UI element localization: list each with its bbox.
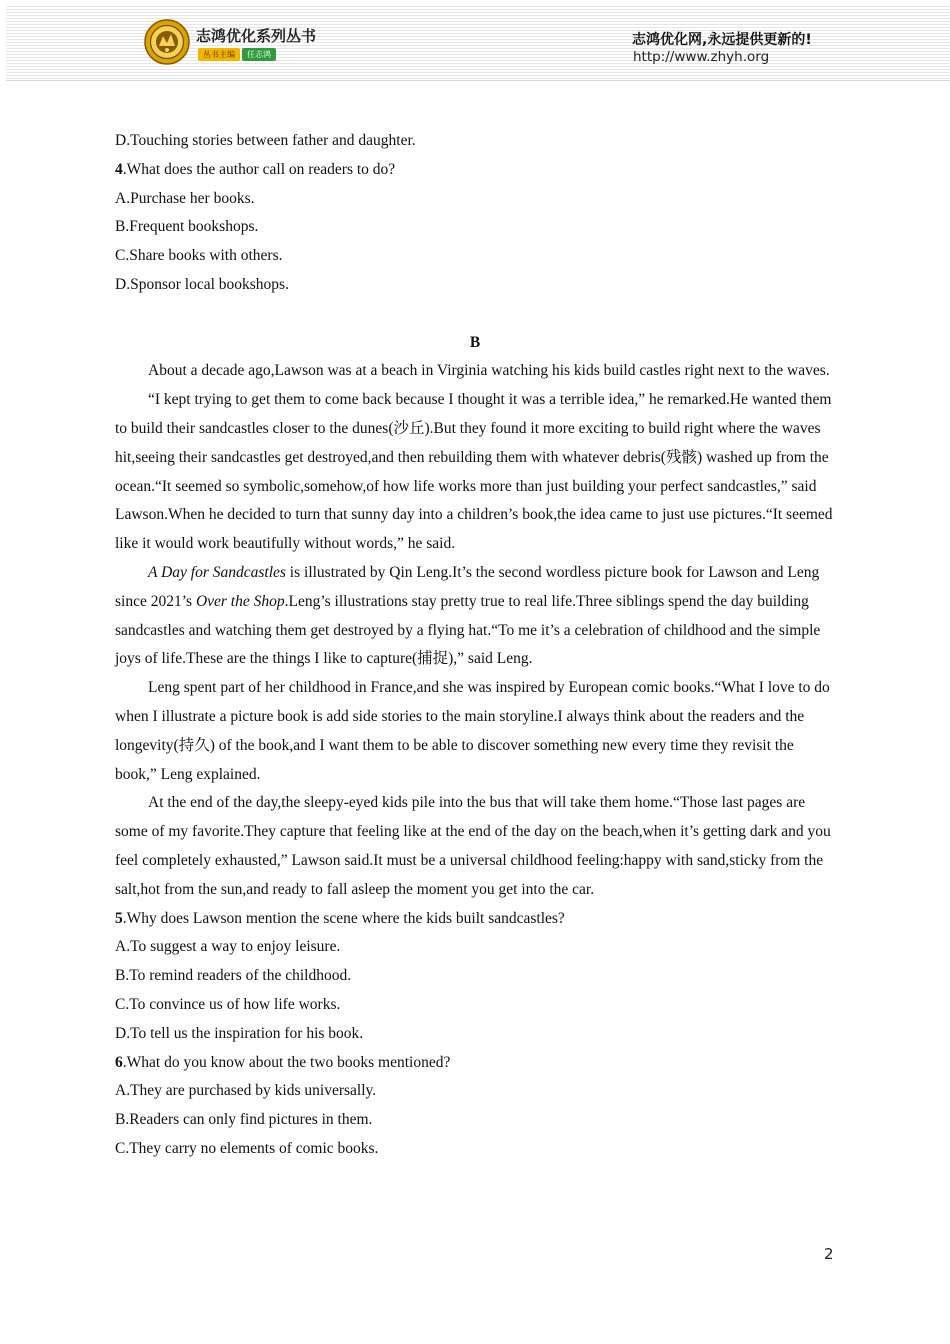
- page-number: 2: [824, 1245, 834, 1263]
- q4-number: 4: [115, 160, 123, 178]
- q4-option-c: C.Share books with others.: [115, 247, 283, 265]
- q5-option-a: A.To suggest a way to enjoy leisure.: [115, 938, 341, 956]
- header-divider: [6, 80, 950, 81]
- q4-option-d: D.Sponsor local bookshops.: [115, 275, 289, 293]
- q4-question-text: .What does the author call on readers to do?: [122, 160, 396, 178]
- section-b-heading: B: [469, 333, 481, 351]
- header-slogan: 志鸿优化网,永远提供更新的!: [632, 32, 812, 48]
- passage-paragraph-2: “I kept trying to get them to come back because I thought it was a terrible idea,” he remarked.He wanted them to build their sandcastles closer to the dunes(沙丘).But they found it more exciting to build right where the waves hit,seeing their sandcastles get destroyed,and then rebuilding them with whatever debris(残骸) washed up from the ocean.“It seemed so symbolic,somehow,of how life works more than just building your perfect sandcastles,” said Lawson.When he decided to turn that sunny day into a children’s book,the idea came to just use pictures.“It seemed like it would work beautifully without words,” he said.: [115, 391, 833, 553]
- passage-paragraph-1: About a decade ago,Lawson was at a beach in Virginia watching his kids build castles right next to the waves.: [148, 362, 830, 380]
- book-title-sandcastles: A Day for Sandcastles: [148, 563, 286, 581]
- spacer: [115, 300, 835, 329]
- q5-option-c: C.To convince us of how life works.: [115, 995, 341, 1013]
- q6-option-c: C.They carry no elements of comic books.: [115, 1139, 379, 1157]
- q5-question-text: .Why does Lawson mention the scene where the kids built sandcastles?: [122, 909, 565, 927]
- q6-option-a: A.They are purchased by kids universally.: [115, 1082, 377, 1100]
- brand-title: 志鸿优化系列丛书: [196, 27, 317, 45]
- brand-logo-icon: [144, 19, 190, 65]
- passage-paragraph-4: Leng spent part of her childhood in France,and she was inspired by European comic books.“What I love to do when I illustrate a picture book is add side stories to the main storyline.I always think about the readers and the longevity(持久) of the book,and I want them to be able to discover something new every time they revisit the book,” Leng explained.: [115, 679, 830, 783]
- q5-number: 5: [115, 909, 123, 927]
- paragraph-3-part-a: is illustrated by Qin Leng.It’s the second wordless picture book for Lawson and Leng since 2021’s: [115, 563, 820, 610]
- q4-question: [115, 156, 835, 185]
- q6-option-b: B.Readers can only find pictures in them.: [115, 1111, 373, 1129]
- q5-question: [115, 905, 835, 934]
- q4-option-a: A.Purchase her books.: [115, 189, 255, 207]
- q6-number: 6: [115, 1053, 123, 1071]
- document-body: [115, 127, 835, 1164]
- q6-question-text: .What do you know about the two books mentioned?: [122, 1053, 451, 1071]
- q4-option-b: B.Frequent bookshops.: [115, 218, 259, 236]
- q6-question: [115, 1049, 835, 1078]
- passage-paragraph-5: At the end of the day,the sleepy-eyed kids pile into the bus that will take them home.“Those last pages are some of my favorite.They capture that feeling like at the end of the day on the beach,when it’s getting dark and you feel completely exhausted,” Lawson said.It must be a universal childhood feeling:happy with sand,sticky from the salt,hot from the sun,and ready to fall asleep the moment you get into the car.: [115, 794, 831, 898]
- header-url[interactable]: http://www.zhyh.org: [633, 49, 770, 65]
- editor-label: 丛书主编: [198, 48, 240, 61]
- q5-option-b: B.To remind readers of the childhood.: [115, 967, 352, 985]
- q5-option-d: D.To tell us the inspiration for his book.: [115, 1024, 364, 1042]
- brand-subtitle: [198, 48, 276, 61]
- passage-paragraph-3: [115, 559, 835, 674]
- q3-option-d: D.Touching stories between father and daughter.: [115, 132, 416, 149]
- book-title-over-the-shop: Over the Shop: [195, 592, 285, 610]
- editor-name: 任志鸿: [242, 48, 276, 61]
- paragraph-3-part-b: .Leng’s illustrations stay pretty true to real life.Three siblings spend the day building sandcastles and watching them get destroyed by a flying hat.“To me it’s a celebration of childhood and the simple joys of life.These are the things I like to capture(捕捉),” said Leng.: [115, 592, 821, 668]
